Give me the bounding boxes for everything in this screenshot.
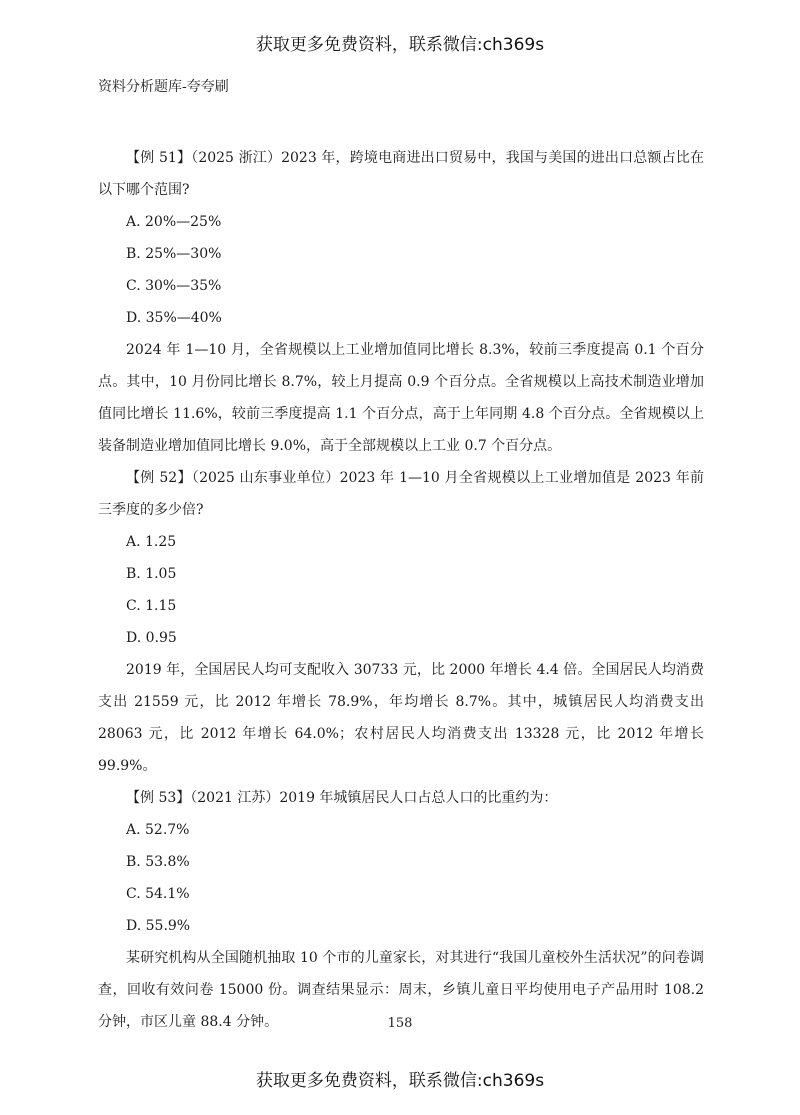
question-52: 【例 52】（2025 山东事业单位）2023 年 1—10 月全省规模以上工业增加值是 2023 年前三季度的多少倍?	[98, 470, 704, 518]
question-51: 【例 51】（2025 浙江）2023 年，跨境电商进出口贸易中，我国与美国的进出口总额占比在以下哪个范围?	[98, 150, 704, 198]
option-51-d: D. 35%—40%	[126, 310, 222, 326]
question-53: 【例 53】（2021 江苏）2019 年城镇居民人口占总人口的比重约为：	[126, 790, 558, 806]
page-number: 158	[387, 1016, 413, 1031]
option-51-c: C. 30%—35%	[126, 278, 222, 294]
subheader: 资料分析题库-夸夸刷	[98, 79, 229, 95]
option-52-b: B. 1.05	[126, 566, 177, 582]
material-paragraph-survey: 某研究机构从全国随机抽取 10 个市的儿童家长，对其进行“我国儿童校外生活状况”的问卷调查，回收有效问卷 15000 份。调查结果显示：周末，乡镇儿童日平均使用电子产品用时 108.2 分钟，市区儿童 88.4 分钟。	[98, 950, 704, 1030]
option-53-b: B. 53.8%	[126, 854, 190, 870]
footer-banner: 获取更多免费资料，联系微信:ch369s	[255, 1071, 545, 1091]
document-body	[98, 142, 704, 1038]
option-52-c: C. 1.15	[126, 598, 177, 614]
material-paragraph-industry: 2024 年 1—10 月，全省规模以上工业增加值同比增长 8.3%，较前三季度提高 0.1 个百分点。其中，10 月份同比增长 8.7%，较上月提高 0.9 个百分点。全省规模以上高技术制造业增加值同比增长 11.6%，较前三季度提高 1.1 个百分点，高于上年同期 4.8 个百分点。全省规模以上装备制造业增加值同比增长 9.0%，高于全部规模以上工业 0.7 个百分点。	[98, 342, 704, 454]
option-51-a: A. 20%—25%	[126, 214, 222, 230]
option-51-b: B. 25%—30%	[126, 246, 222, 262]
option-53-d: D. 55.9%	[126, 918, 191, 934]
option-53-a: A. 52.7%	[126, 822, 190, 838]
option-52-a: A. 1.25	[126, 534, 177, 550]
header-banner: 获取更多免费资料，联系微信:ch369s	[255, 35, 545, 55]
material-paragraph-income: 2019 年，全国居民人均可支配收入 30733 元，比 2000 年增长 4.4 倍。全国居民人均消费支出 21559 元，比 2012 年增长 78.9%，年均增长 8.7%。其中，城镇居民人均消费支出 28063 元，比 2012 年增长 64.0%；农村居民人均消费支出 13328 元，比 2012 年增长 99.9%。	[98, 662, 704, 774]
option-52-d: D. 0.95	[126, 630, 177, 646]
option-53-c: C. 54.1%	[126, 886, 190, 902]
